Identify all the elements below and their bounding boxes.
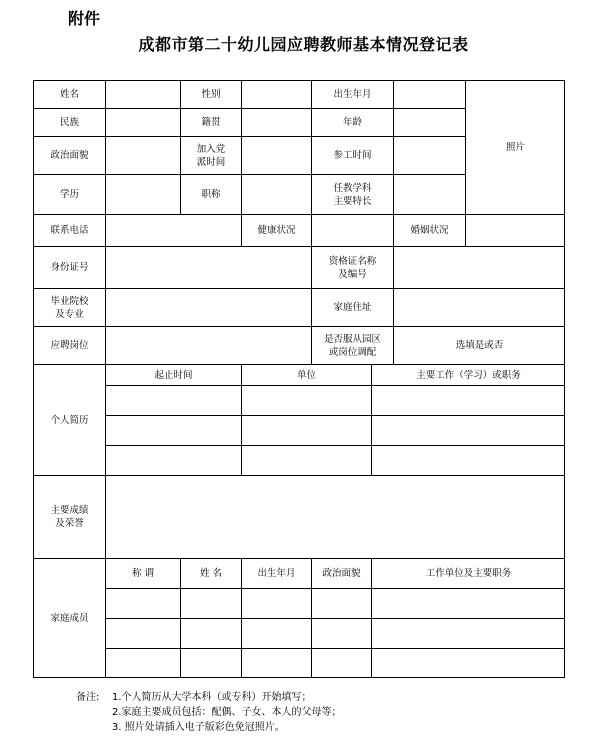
field-obey[interactable]: 选填是或否 — [393, 326, 565, 364]
label-achievements: 主要成绩 及荣誉 — [33, 475, 105, 558]
label-name: 姓名 — [33, 80, 105, 108]
form-title: 成都市第二十幼儿园应聘教师基本情况登记表 — [138, 35, 469, 54]
note-3 — [76, 720, 342, 735]
resume-header-job: 主要工作（学习）或职务 — [371, 364, 565, 385]
family-header-relation: 称 谓 — [105, 558, 180, 588]
label-phone: 联系电话 — [33, 214, 105, 246]
table-frame — [33, 80, 565, 678]
label-work-start: 参工时间 — [311, 136, 393, 174]
note-2-text: 2.家庭主要成员包括：配偶、子女、本人的父母等； — [112, 707, 342, 718]
label-obey: 是否服从园区 或岗位调配 — [311, 326, 393, 364]
label-cert: 资格证名称 及编号 — [311, 246, 393, 288]
photo-box[interactable]: 照片 — [465, 80, 565, 214]
family-header-work: 工作单位及主要职务 — [371, 558, 565, 588]
label-family: 家庭成员 — [33, 558, 105, 678]
family-header-birth: 出生年月 — [241, 558, 311, 588]
label-birth: 出生年月 — [311, 80, 393, 108]
resume-header-unit: 单位 — [241, 364, 371, 385]
label-gender: 性别 — [180, 80, 241, 108]
label-position: 应聘岗位 — [33, 326, 105, 364]
note-3-text: 3. 照片处请插入电子版彩色免冠照片。 — [112, 722, 285, 733]
label-health: 健康状况 — [241, 214, 311, 246]
label-ethnicity: 民族 — [33, 108, 105, 136]
label-age: 年龄 — [311, 108, 393, 136]
attachment-label: 附件 — [68, 9, 101, 28]
label-party-date: 加入党 派时间 — [180, 136, 241, 174]
label-resume: 个人简历 — [33, 364, 105, 475]
label-political: 政治面貌 — [33, 136, 105, 174]
note-2 — [76, 705, 342, 720]
note-1-text: 1.个人简历从大学本科（或专科）开始填写； — [112, 692, 312, 703]
label-title-rank: 职称 — [180, 174, 241, 214]
notes-label: 备注: — [76, 692, 100, 703]
family-header-name: 姓 名 — [180, 558, 241, 588]
note-1 — [76, 690, 342, 705]
family-header-political: 政治面貌 — [311, 558, 371, 588]
label-address: 家庭住址 — [311, 288, 393, 326]
resume-header-period: 起止时间 — [105, 364, 241, 385]
label-school: 毕业院校 及专业 — [33, 288, 105, 326]
label-id-number: 身份证号 — [33, 246, 105, 288]
notes-section — [76, 690, 342, 735]
label-education: 学历 — [33, 174, 105, 214]
label-marital: 婚姻状况 — [393, 214, 465, 246]
label-subject: 任教学科 主要特长 — [311, 174, 393, 214]
label-native-place: 籍贯 — [180, 108, 241, 136]
